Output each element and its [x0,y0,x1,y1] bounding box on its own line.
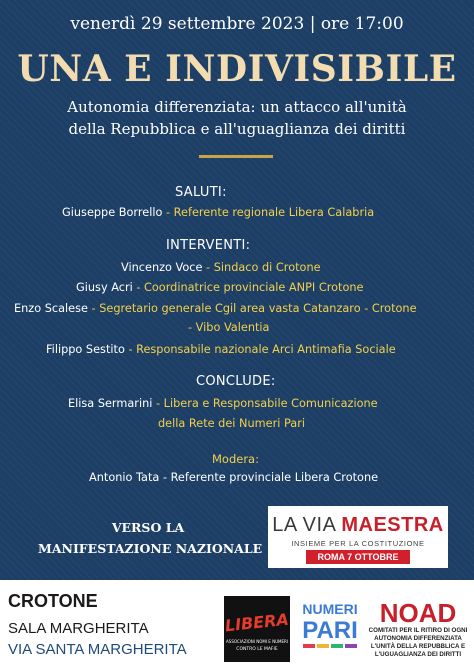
modera-speaker: Antonio Tata - Referente provinciale Libera Crotone [89,471,379,484]
event-subtitle-line2: della Repubblica e all'uguaglianza dei diritti [68,120,406,138]
saluti-speaker [62,206,374,219]
noad-line-3: L'UNITÀ DELLA REPUBBLICA E [370,643,466,650]
conclude-speaker [68,397,378,410]
verso-line2: MANIFESTAZIONE NAZIONALE [38,541,263,556]
speaker-role: - Responsabile nazionale Arci Antimafia Sociale [124,343,396,356]
conclude-heading: CONCLUDE: [196,374,276,389]
noad-line-4: L'UGUAGLIANZA DEI DIRITTI [374,651,462,658]
location-venue: SALA MARGHERITA [8,620,149,637]
gold-divider [199,155,273,158]
verso-line1: VERSO LA [111,520,185,535]
speaker-name: Giusy Acri [76,281,133,294]
speaker-role: - Coordinatrice provinciale ANPI Crotone [132,281,364,294]
event-subtitle-line1: Autonomia differenziata: un attacco all'unità [67,98,407,116]
speaker-role: - Segretario generale Cgil area vasta Catanzaro - Crotone [87,302,417,315]
la-via-maestra-tagline: INSIEME PER LA COSTITUZIONE [291,539,425,548]
location-street: VIA SANTA MARGHERITA [8,641,187,658]
location-city: CROTONE [8,591,98,611]
libera-tagline-2: CONTRO LE MAFIE [236,647,278,652]
la-via-maestra-wordmark: LA VIA MAESTRA [272,514,444,536]
speaker-name: Vincenzo Voce [121,261,203,274]
numeri-pari-word1: NUMERI [302,601,358,617]
speaker-role: - Referente regionale Libera Calabria [162,206,375,219]
event-date: venerdì 29 settembre 2023 | ore 17:00 [70,14,404,34]
interventi-heading: INTERVENTI: [166,238,251,253]
event-title: UNA E INDIVISIBILE [17,48,457,90]
speaker-name: Enzo Scalese [14,302,88,315]
speaker-name: Filippo Sestito [46,343,125,356]
libera-wordmark: LIBERA [224,609,290,636]
saluti-heading: SALUTI: [175,185,227,200]
numeri-pari-logo [297,596,363,662]
libera-tagline: ASSOCIAZIONI NOMI E NUMERI [226,639,288,644]
speaker-name: Elisa Sermarini [68,397,153,410]
modera-heading: Modera: [212,452,259,466]
speaker-name: Giuseppe Borrello [62,206,163,219]
speaker-role: - Libera e Responsabile Comunicazione [152,397,378,410]
intervento-speaker [46,343,396,356]
speaker-role: - Sindaco di Crotone [202,261,321,274]
la-via-maestra-date: ROMA 7 OTTOBRE [306,550,410,564]
la-via-maestra-logo [268,506,448,568]
intervento-speaker [14,302,417,315]
noad-wordmark: NOAD [379,598,457,628]
speaker-role-continued: - Vibo Valentia [188,321,270,334]
noad-line-1: COMITATI PER IL RITIRO DI OGNI [368,627,468,634]
speaker-role-continued: della Rete dei Numeri Pari [158,417,305,430]
noad-logo [368,596,468,664]
intervento-speaker [121,261,321,274]
intervento-speaker [76,281,364,294]
libera-logo [224,596,290,662]
numeri-pari-word2: PARI [302,617,358,644]
noad-line-2: AUTONOMIA DIFFERENZIATA [374,635,462,642]
